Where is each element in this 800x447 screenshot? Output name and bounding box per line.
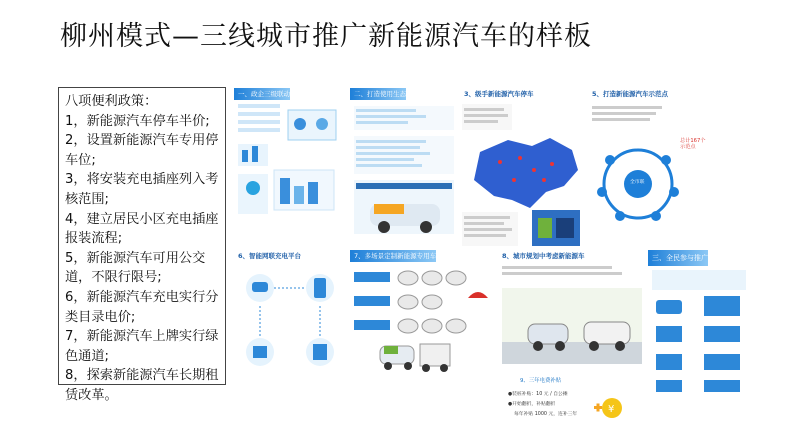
- panel-smart-charging: [234, 250, 346, 390]
- panel-demo-points: [588, 88, 710, 248]
- panel-heading: 6、智能网联充电平台: [238, 252, 302, 260]
- parking-scene: [498, 262, 646, 370]
- policy-list: [58, 87, 226, 403]
- vehicle-grid: [350, 262, 492, 390]
- policy-item: 3，将安装充电插座列入考核范围;: [65, 172, 219, 207]
- coin-icon: [594, 396, 624, 420]
- policy-item: 1，新能源汽车停车半价;: [65, 113, 210, 129]
- panel-heading: 5、打造新能源汽车示范点: [592, 90, 669, 98]
- demo-point-count: 总计167个示范点: [680, 138, 706, 151]
- panel-government-linkage: [234, 88, 342, 238]
- panel-heading: 8、城市规划中考虑新能源车: [502, 252, 585, 260]
- policy-item: 7，新能源汽车上牌实行绿色通道;: [65, 329, 219, 364]
- panel-heading: 一、政企三级联动: [234, 88, 290, 100]
- panel-urban-planning: [498, 250, 646, 370]
- policy-item: 8，探索新能源汽车长期租赁改革。: [65, 368, 219, 403]
- panel-usage-ecosystem: [350, 88, 458, 238]
- subsidy-line: ●开始翻折，补贴翻折: [508, 402, 556, 407]
- promotion-infographic: [648, 266, 750, 400]
- linkage-diagram: [234, 100, 342, 238]
- ecosystem-graphic: [350, 100, 458, 238]
- policy-item: 6，新能源汽车充电实行分类目录电价;: [65, 289, 219, 325]
- panel-custom-vehicles: [350, 250, 492, 390]
- policy-item: 5，新能源汽车可用公交道，不限行限号;: [65, 250, 206, 286]
- panel-electricity-subsidy: [498, 376, 646, 438]
- slide-title: 柳州模式—三线城市推广新能源汽车的样板: [60, 21, 592, 52]
- policy-item: 4，建立居民小区充电插座报装流程;: [65, 211, 219, 247]
- svg-text:¥: ¥: [608, 404, 615, 415]
- panel-parking-map: [460, 88, 582, 248]
- policy-heading: 八项便利政策：: [65, 94, 158, 109]
- city-map: [460, 100, 582, 248]
- panel-heading: 二、打造使用生态: [350, 88, 406, 100]
- subsidy-line: ●装桩补贴：10 元 / 自公摊: [508, 392, 568, 397]
- panel-heading: 9、三年电费补贴: [520, 378, 562, 384]
- panel-heading: 三、全民参与推广: [648, 250, 708, 266]
- panel-public-promotion: [648, 250, 750, 400]
- subsidy-line: 每年补贴 1000 元，连补三年: [514, 412, 578, 417]
- demo-center-label: 全市联: [630, 180, 645, 185]
- charging-platform-graphic: [234, 262, 346, 390]
- demo-cycle-diagram: [588, 100, 710, 248]
- panel-heading: 7、多场景定制新能源专用车: [350, 250, 436, 262]
- policy-item: 2，设置新能源汽车专用停车位;: [65, 133, 219, 168]
- panel-heading: 3、级手新能源汽车停车: [464, 90, 534, 98]
